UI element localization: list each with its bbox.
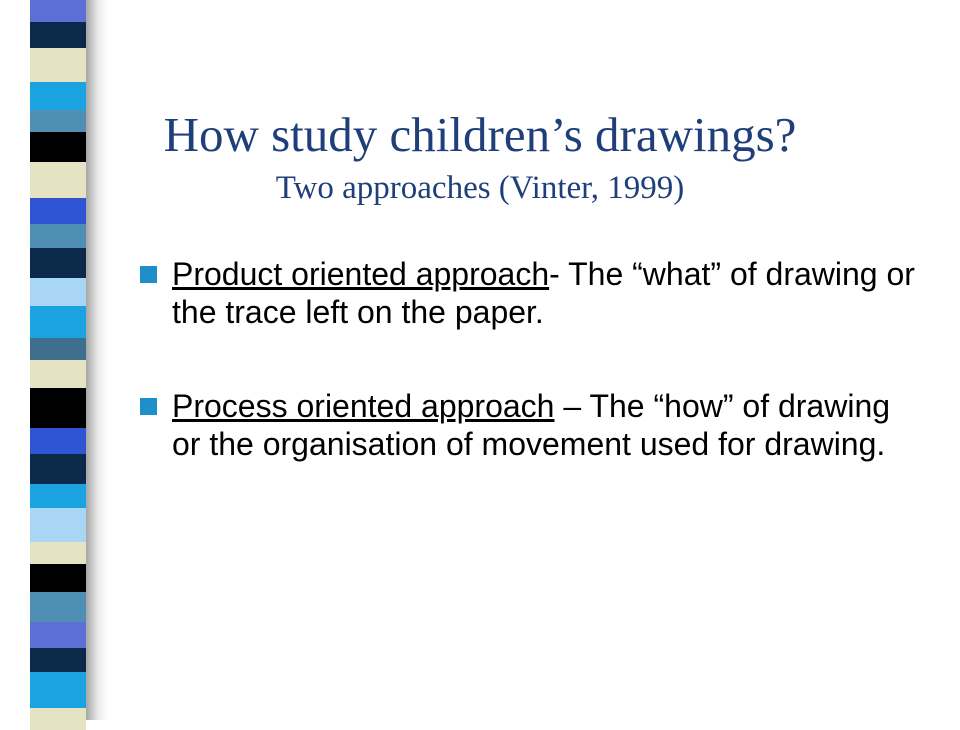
title-main: How study children’s drawings? <box>163 107 797 162</box>
stripe-segment <box>30 82 86 110</box>
stripe-segment <box>30 278 86 306</box>
stripe-segment <box>30 672 86 708</box>
stripe-segment <box>30 248 86 278</box>
bullet-text: The “how” of drawing or the organisation of movement used for drawing. <box>172 388 891 462</box>
stripe-segment <box>30 162 86 198</box>
stripe-segment <box>30 0 86 22</box>
stripe-segment <box>30 484 86 508</box>
stripe-segment <box>30 360 86 388</box>
bullet-text: The “what” of drawing or the trace left on the paper. <box>172 256 915 330</box>
stripe-segment <box>30 648 86 672</box>
bullet-term: Product oriented approach <box>172 256 550 292</box>
stripe-segment <box>30 428 86 454</box>
stripe-segment <box>30 306 86 338</box>
stripe-segment <box>30 592 86 622</box>
stripe-segment <box>30 564 86 592</box>
stripe-segment <box>30 508 86 542</box>
bullet-separator: – <box>554 388 590 424</box>
stripe-segment <box>30 454 86 484</box>
bullet-term: Process oriented approach <box>172 388 555 424</box>
square-bullet-icon <box>140 266 157 283</box>
stripe-segment <box>30 708 86 730</box>
stripe-segment <box>30 198 86 224</box>
bullet-list <box>140 255 920 519</box>
stripe-segment <box>30 542 86 564</box>
stripe-segment <box>30 48 86 82</box>
stripe-segment <box>30 132 86 162</box>
stripe-segment <box>30 338 86 360</box>
stripe-segment <box>30 388 86 428</box>
slide-title <box>100 108 860 206</box>
stripe-segment <box>30 224 86 248</box>
stripe-segment <box>30 22 86 48</box>
stripe-segment <box>30 622 86 648</box>
decorative-stripe <box>30 0 86 720</box>
bullet-separator: - <box>549 256 569 292</box>
square-bullet-icon <box>140 398 157 415</box>
stripe-segment <box>30 110 86 132</box>
bullet-item <box>140 255 920 331</box>
bullet-item <box>140 387 920 463</box>
title-subtitle: Two approaches (Vinter, 1999) <box>275 169 685 206</box>
